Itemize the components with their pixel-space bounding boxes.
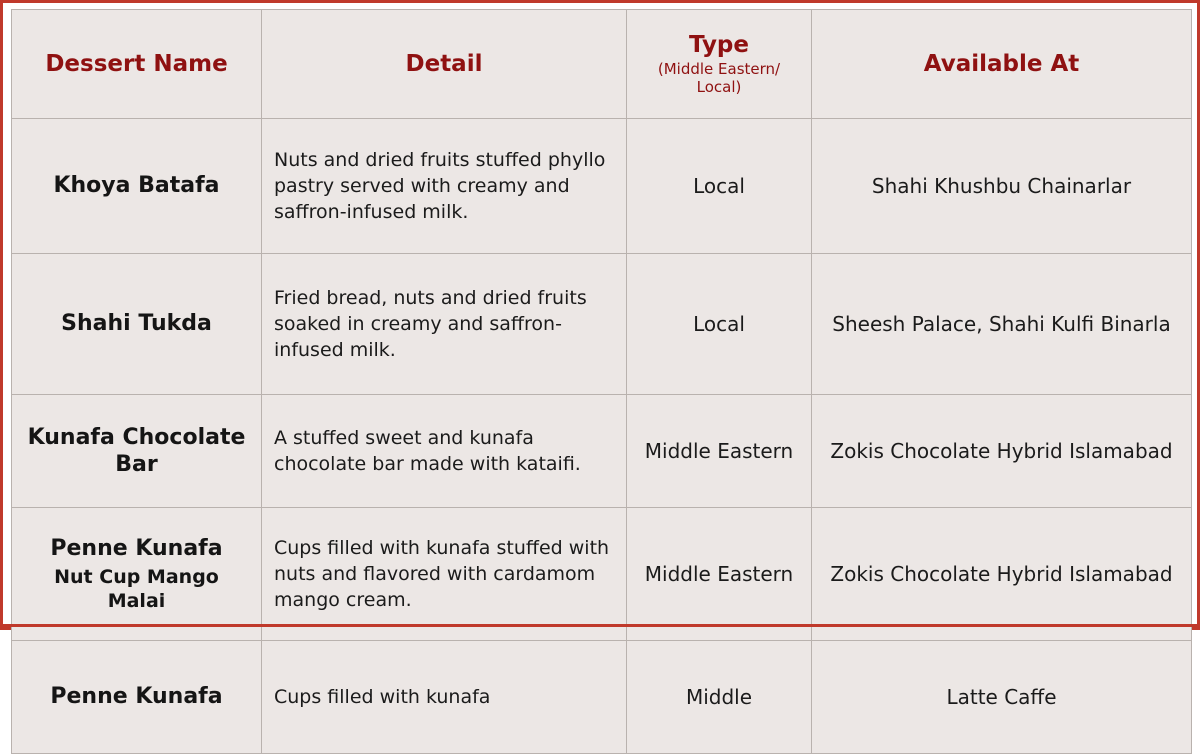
cell-type: Middle Eastern bbox=[627, 395, 812, 508]
table-row bbox=[12, 508, 1192, 641]
column-header-type-sublabel: (Middle Eastern/ Local) bbox=[657, 60, 781, 97]
cell-detail: Cups filled with kunafa stuffed with nuts and flavored with cardamom mango cream. bbox=[262, 508, 627, 641]
cell-dessert-name: Shahi Tukda bbox=[12, 254, 262, 395]
table-body bbox=[12, 119, 1192, 754]
cell-detail: Cups filled with kunafa bbox=[262, 641, 627, 754]
cell-type: Local bbox=[627, 119, 812, 254]
dessert-table bbox=[11, 9, 1192, 754]
cell-detail: Fried bread, nuts and dried fruits soaked in creamy and saffron-infused milk. bbox=[262, 254, 627, 395]
cell-dessert-name: Kunafa Chocolate Bar bbox=[12, 395, 262, 508]
column-header-type-label: Type bbox=[688, 31, 749, 58]
cell-type: Local bbox=[627, 254, 812, 395]
cell-available-at: Sheesh Palace, Shahi Kulfi Binarla bbox=[812, 254, 1192, 395]
cell-dessert-name: Khoya Batafa bbox=[12, 119, 262, 254]
cell-dessert-name bbox=[12, 508, 262, 641]
column-header-type bbox=[627, 10, 812, 119]
cell-dessert-name-sub: Nut Cup Mango Malai bbox=[54, 566, 219, 612]
column-header-available-at-label: Available At bbox=[923, 50, 1080, 77]
cell-type: Middle Eastern bbox=[627, 508, 812, 641]
column-header-dessert-name bbox=[12, 10, 262, 119]
cell-available-at: Shahi Khushbu Chainarlar bbox=[812, 119, 1192, 254]
cell-available-at: Zokis Chocolate Hybrid Islamabad bbox=[812, 508, 1192, 641]
table-header bbox=[12, 10, 1192, 119]
cell-type: Middle bbox=[627, 641, 812, 754]
cell-detail: A stuffed sweet and kunafa chocolate bar made with kataifi. bbox=[262, 395, 627, 508]
cell-available-at: Latte Caffe bbox=[812, 641, 1192, 754]
column-header-available-at bbox=[812, 10, 1192, 119]
table-row bbox=[12, 254, 1192, 395]
column-header-dessert-name-label: Dessert Name bbox=[45, 50, 228, 77]
table-row bbox=[12, 395, 1192, 508]
table-header-row bbox=[12, 10, 1192, 119]
table-row bbox=[12, 119, 1192, 254]
column-header-detail-label: Detail bbox=[405, 50, 483, 77]
cell-dessert-name-main: Penne Kunafa bbox=[50, 535, 223, 561]
table-row-partial bbox=[12, 641, 1192, 754]
bottom-border bbox=[3, 624, 1197, 627]
cell-dessert-name: Penne Kunafa bbox=[12, 641, 262, 754]
cell-detail: Nuts and dried fruits stuffed phyllo pastry served with creamy and saffron-infused milk. bbox=[262, 119, 627, 254]
column-header-detail bbox=[262, 10, 627, 119]
cell-available-at: Zokis Chocolate Hybrid Islamabad bbox=[812, 395, 1192, 508]
